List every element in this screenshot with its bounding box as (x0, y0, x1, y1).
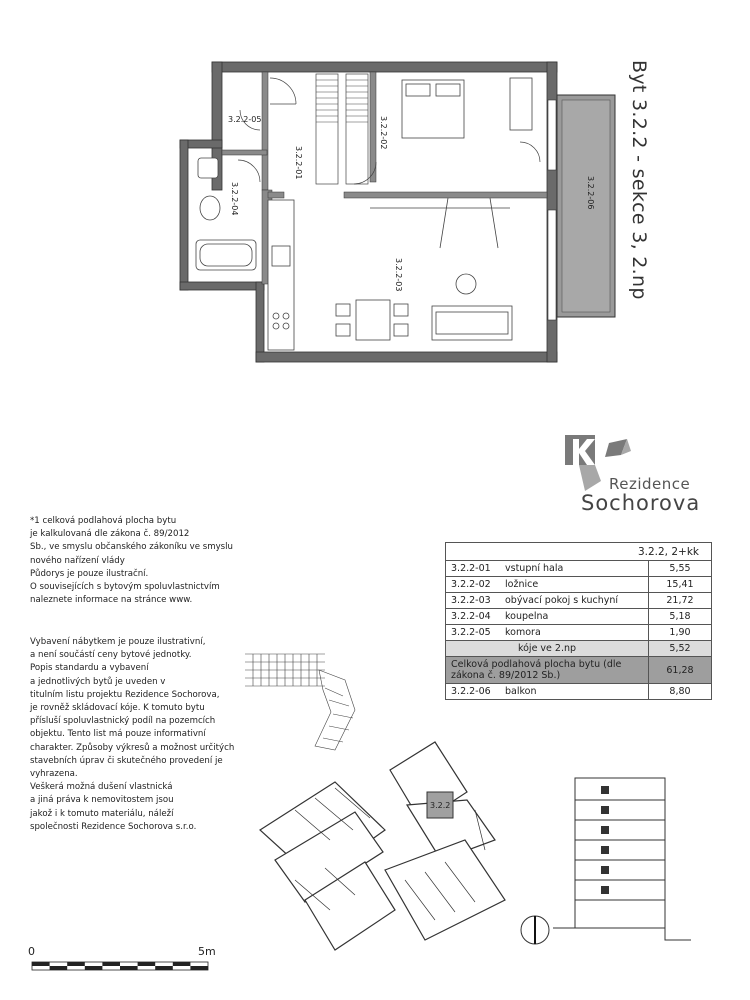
scale-bar-graphic (24, 962, 224, 972)
room-label-02: 3.2.2-02 (379, 116, 388, 150)
table-row: 3.2.2-01 vstupní hala 5,55 (446, 561, 712, 577)
room-label-01: 3.2.2-01 (294, 146, 303, 180)
floor-plan (0, 0, 595, 420)
notes-text-1: *1 celková podlahová plocha bytu je kalkulovaná dle zákona č. 89/2012 Sb., ve smyslu občanského zákoníku ve smyslu nového nařízení vlády Půdorys je pouze ilustrační. O souvisejících s bytovým spoluvlastnictvím naleznete informace na stránce www. (30, 516, 233, 606)
brand-line1: Rezidence (609, 475, 691, 493)
notes-block-1 (30, 515, 270, 607)
scale-bar (24, 945, 224, 975)
site-unit-label: 3.2.2 (430, 801, 451, 810)
room-label-05: 3.2.2-05 (228, 115, 262, 124)
table-header: 3.2.2, 2+kk (446, 543, 712, 561)
table-row: 3.2.2-02 ložnice 15,41 (446, 577, 712, 593)
table-row: 3.2.2-05 komora 1,90 (446, 625, 712, 641)
room-label-04: 3.2.2-04 (230, 182, 239, 216)
apartment-title-block (560, 60, 670, 360)
balcony-row: 3.2.2-06 balkon 8,80 (446, 684, 712, 700)
table-row: 3.2.2-03 obývací pokoj s kuchyní 21,72 (446, 593, 712, 609)
apartment-title: Byt 3.2.2 - sekce 3, 2.np (628, 60, 650, 300)
scale-end: 5m (198, 945, 216, 958)
scale-start: 0 (28, 945, 35, 958)
room-label-06: 3.2.2-06 (586, 176, 595, 210)
total-row: Celková podlahová plocha bytu (dle zákona č. 89/2012 Sb.) 61,28 (446, 657, 712, 684)
table-row: 3.2.2-04 koupelna 5,18 (446, 609, 712, 625)
site-plan (235, 640, 705, 970)
storage-row: kóje ve 2.np 5,52 (446, 641, 712, 657)
room-label-03: 3.2.2-03 (394, 258, 403, 292)
notes-text-2: Vybavení nábytkem je pouze ilustrativní, a není součástí ceny bytové jednotky. Popis standardu a vybavení a jednotlivých bytů je uveden v titulním listu projektu Rezidence Sochorova, je rovněž skládovací kóje. K tomuto bytu přísluší spoluvlastnický podíl na pozemcích objektu. Tento list má pouze informativní charakter. Způsoby výkresů a možnost určitých stavebních úprav či skutečného provedení je vyhrazena. Veškerá možná dušení vlastnická a jiná práva k nemovitostem jsou jakož i k tomuto materiálu, náleží společnosti Rezidence Sochorova s.r.o. (30, 637, 235, 832)
brand-logo (565, 435, 725, 515)
north-arrow-icon (521, 916, 549, 944)
brand-line2: Sochorova (581, 491, 701, 515)
